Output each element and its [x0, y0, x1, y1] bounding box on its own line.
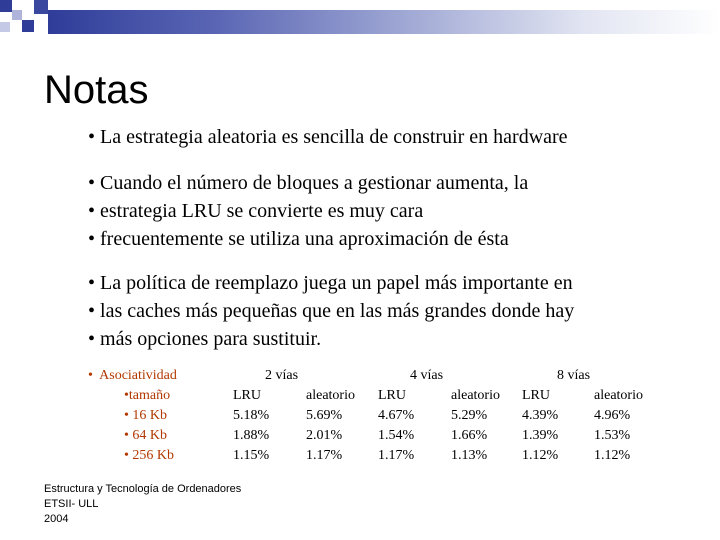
table-cell: 4.67% — [378, 408, 415, 423]
table-cell: 4.39% — [522, 408, 559, 423]
column-header: aleatorio — [451, 388, 500, 403]
deco-square — [22, 0, 32, 10]
bullet-line: • La política de reemplazo juega un papel más importante en — [88, 272, 573, 294]
table-cell: 1.88% — [233, 428, 270, 443]
table-cell: 1.12% — [522, 448, 559, 463]
footer-line: 2004 — [44, 513, 69, 525]
footer-line: Estructura y Tecnología de Ordenadores — [44, 483, 242, 495]
table-cell: 4.96% — [594, 408, 631, 423]
paragraph-2 — [88, 169, 528, 253]
table-cell: 1.66% — [451, 428, 488, 443]
table-cell: 1.13% — [451, 448, 488, 463]
table-label: • Asociatividad — [88, 368, 177, 383]
bullet-line: • La estrategia aleatoria es sencilla de construir en hardware — [88, 126, 568, 148]
deco-square — [12, 10, 22, 20]
paragraph-1 — [88, 123, 568, 151]
column-header: LRU — [378, 388, 406, 403]
deco-square — [0, 22, 10, 32]
deco-square — [0, 0, 12, 12]
group-header: 2 vías — [265, 368, 299, 383]
slide-footer — [44, 482, 241, 527]
row-size: • 16 Kb — [124, 408, 168, 423]
bullet-line: • estrategia LRU se convierte es muy cara — [88, 200, 424, 222]
table-cell: 5.69% — [306, 408, 343, 423]
table-cell: 1.15% — [233, 448, 270, 463]
size-header: •tamaño — [124, 388, 171, 403]
table-cell: 1.12% — [594, 448, 631, 463]
table-cell: 5.18% — [233, 408, 270, 423]
column-header: LRU — [233, 388, 261, 403]
group-header: 8 vías — [557, 368, 591, 383]
table-cell: 5.29% — [451, 408, 488, 423]
bullet-line: • las caches más pequeñas que en las más grandes donde hay — [88, 300, 575, 322]
bullet-line: • Cuando el número de bloques a gestionar aumenta, la — [88, 172, 529, 194]
column-header: aleatorio — [306, 388, 355, 403]
paragraph-3 — [88, 269, 574, 353]
header-decoration — [0, 0, 720, 40]
table-cell: 1.17% — [378, 448, 415, 463]
footer-line: ETSII- ULL — [44, 498, 99, 510]
table-cell: 1.17% — [306, 448, 343, 463]
deco-square — [22, 20, 34, 32]
row-size: • 64 Kb — [124, 428, 168, 443]
group-header: 4 vías — [410, 368, 444, 383]
table-cell: 2.01% — [306, 428, 343, 443]
row-size: • 256 Kb — [124, 448, 175, 463]
bullet-line: • más opciones para sustituir. — [88, 328, 322, 350]
column-header: aleatorio — [594, 388, 643, 403]
column-header: LRU — [522, 388, 550, 403]
table-cell: 1.39% — [522, 428, 559, 443]
table-cell: 1.53% — [594, 428, 631, 443]
bullet-line: • frecuentemente se utiliza una aproximación de ésta — [88, 228, 509, 250]
table-cell: 1.54% — [378, 428, 415, 443]
header-gradient-bar — [48, 10, 720, 34]
slide-title: Notas — [44, 68, 149, 112]
deco-square — [34, 0, 48, 14]
